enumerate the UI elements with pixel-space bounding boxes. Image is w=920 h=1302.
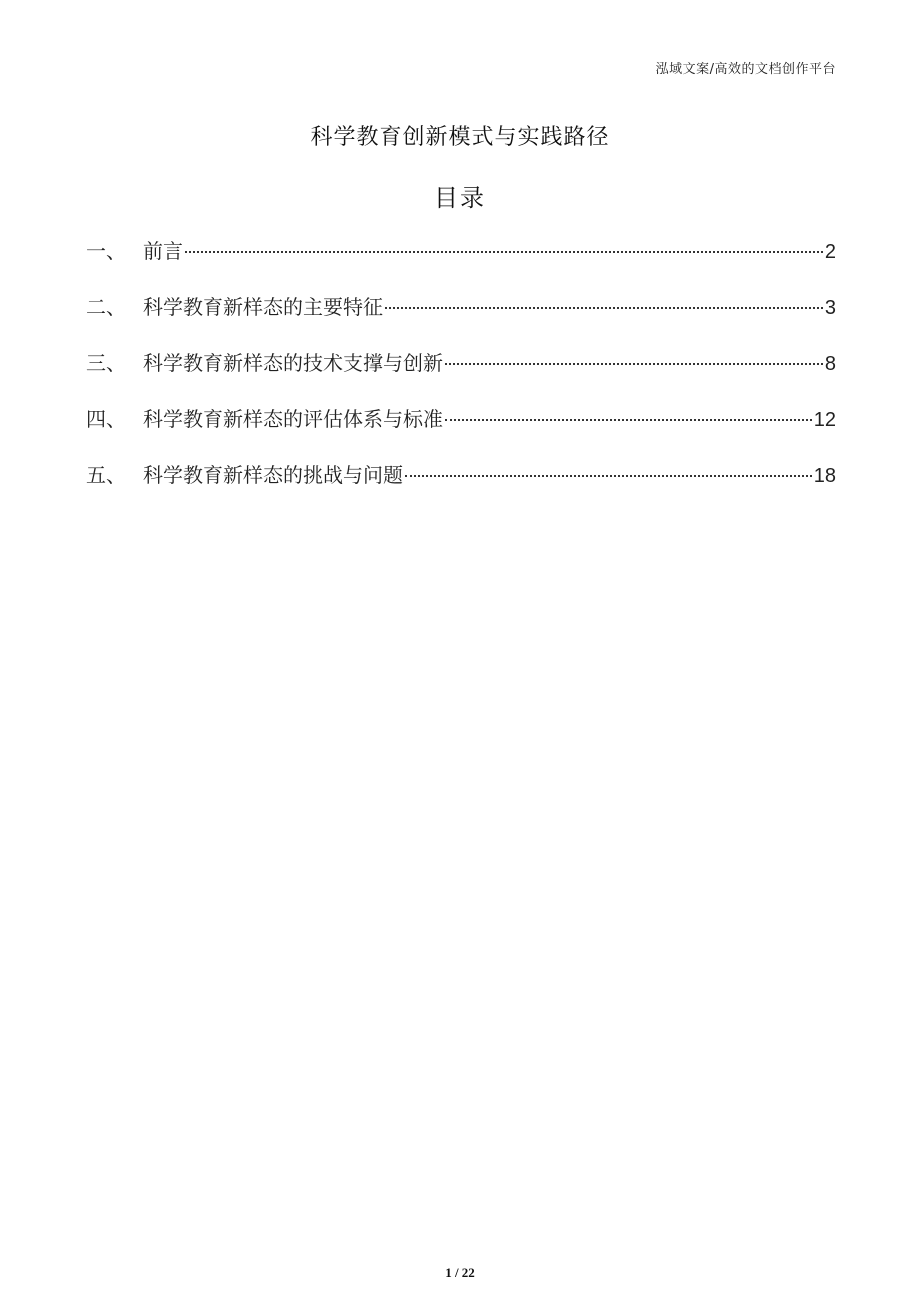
toc-entry-number: 一、 [86,239,126,263]
toc-entry-page: 12 [813,409,836,431]
toc-entry-number: 五、 [86,463,126,487]
toc-entry-number: 三、 [86,351,126,375]
toc-entry-preface[interactable] [86,235,836,291]
toc-entry-title: 前言 [143,239,183,263]
toc-entry-page: 18 [813,465,836,487]
toc-entry-title: 科学教育新样态的挑战与问题 [143,463,403,487]
table-of-contents [86,235,836,515]
toc-entry-title: 科学教育新样态的评估体系与标准 [143,407,443,431]
toc-dot-leader [445,419,812,421]
toc-dot-leader [385,307,823,309]
toc-entry-title: 科学教育新样态的技术支撑与创新 [143,351,443,375]
header-note: 泓域文案/高效的文档创作平台 [655,62,836,77]
toc-entry-features[interactable] [86,291,836,347]
toc-heading: 目录 [434,184,486,212]
toc-entry-page: 3 [824,297,836,319]
toc-entry-evaluation[interactable] [86,403,836,459]
toc-dot-leader [445,363,823,365]
toc-entry-challenges[interactable] [86,459,836,515]
toc-entry-number: 二、 [86,295,126,319]
page-number-footer: 1 / 22 [445,1265,475,1280]
toc-dot-leader [405,475,812,477]
toc-entry-technology[interactable] [86,347,836,403]
toc-dot-leader [185,251,823,253]
toc-entry-number: 四、 [86,407,126,431]
toc-entry-page: 8 [824,353,836,375]
toc-entry-title: 科学教育新样态的主要特征 [143,295,383,319]
document-title: 科学教育创新模式与实践路径 [310,125,610,150]
toc-entry-page: 2 [824,241,836,263]
